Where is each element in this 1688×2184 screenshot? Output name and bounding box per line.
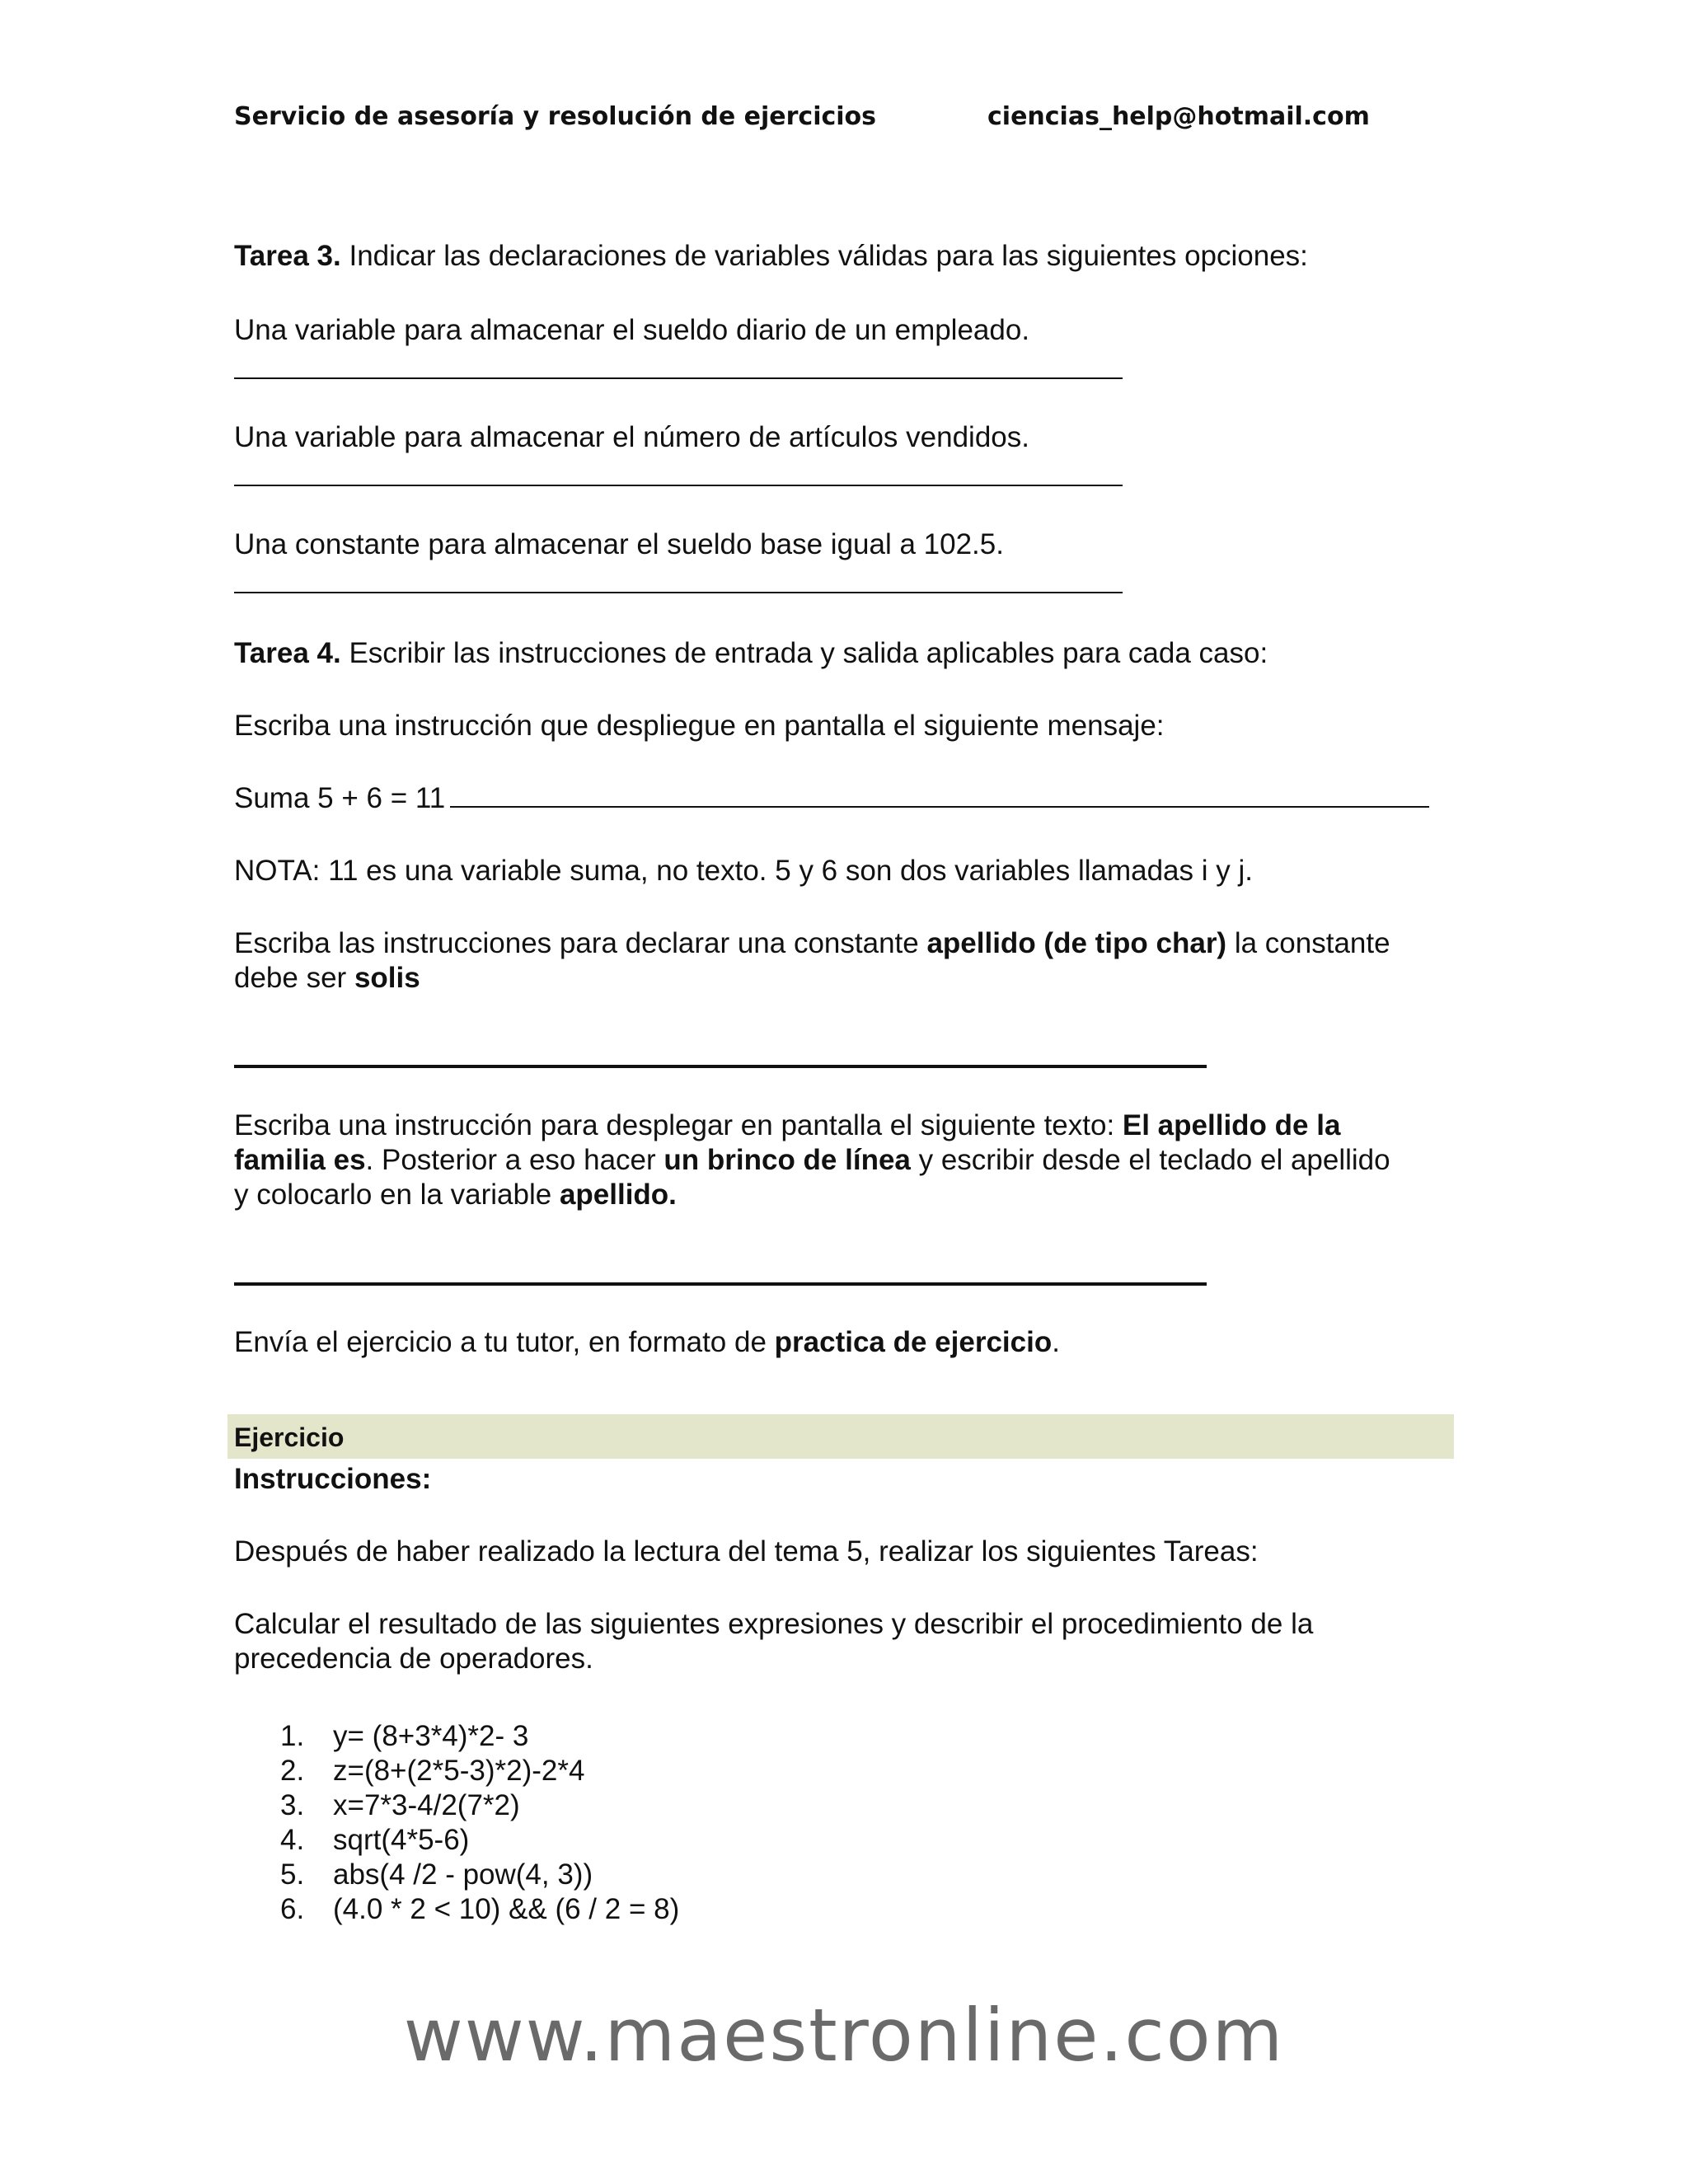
list-item xyxy=(280,1719,679,1754)
ejercicio-paragraph-2 xyxy=(234,1607,1454,1676)
tarea4-intro xyxy=(234,636,1454,671)
list-item-text: z=(8+(2*5-3)*2)-2*4 xyxy=(333,1755,585,1787)
q3-bold-c: familia es xyxy=(234,1144,366,1176)
suma-answer-line xyxy=(450,781,1429,808)
tarea4-question-1: Escriba una instrucción que despliegue en pantalla el siguiente mensaje: xyxy=(234,710,1165,742)
suma-text: Suma 5 + 6 = 11 xyxy=(234,782,446,814)
answer-line-1 xyxy=(234,377,1123,379)
list-item-number: 2. xyxy=(280,1755,305,1787)
expressions-list xyxy=(280,1719,679,1927)
list-item-text: (4.0 * 2 < 10) && (6 / 2 = 8) xyxy=(333,1893,680,1925)
tarea3-question-1: Una variable para almacenar el sueldo diario de un empleado. xyxy=(234,314,1030,346)
list-item-number: 1. xyxy=(280,1720,305,1752)
q3-bold-e: un brinco de línea xyxy=(663,1144,911,1176)
nota-text: NOTA: 11 es una variable suma, no texto. 5 y 6 son dos variables llamadas i y j. xyxy=(234,855,1253,887)
p2-line-2: precedencia de operadores. xyxy=(234,1643,593,1675)
list-item-text: x=7*3-4/2(7*2) xyxy=(333,1789,520,1821)
list-item xyxy=(280,1823,679,1858)
tarea4-label: Tarea 4. xyxy=(234,637,341,669)
answer-line-2 xyxy=(234,485,1123,486)
answer-line-3 xyxy=(234,592,1123,593)
tarea3-question-3: Una constante para almacenar el sueldo base igual a 102.5. xyxy=(234,528,1004,560)
envia-text xyxy=(234,1325,1454,1360)
header-email: ciencias_help@hotmail.com xyxy=(987,102,1370,131)
instrucciones-heading xyxy=(234,1462,1454,1497)
tarea3-label: Tarea 3. xyxy=(234,240,341,272)
q3-bold-h: apellido. xyxy=(559,1179,677,1211)
list-item-number: 5. xyxy=(280,1858,305,1891)
list-item xyxy=(280,1754,679,1788)
answer-line-5 xyxy=(234,1282,1207,1286)
page-header xyxy=(234,102,1454,135)
q3-text-a: Escriba una instrucción para desplegar en pantalla el siguiente texto: xyxy=(234,1109,1123,1141)
list-item xyxy=(280,1892,679,1927)
q3-text-d: . Posterior a eso hacer xyxy=(365,1144,664,1176)
list-item xyxy=(280,1788,679,1823)
list-item xyxy=(280,1858,679,1892)
q2-text-d: debe ser xyxy=(234,962,354,994)
instrucciones-label: Instrucciones: xyxy=(234,1463,432,1495)
tarea4-question-2 xyxy=(234,926,1454,996)
tarea4-question-3 xyxy=(234,1108,1454,1212)
ejercicio-paragraph-1: Después de haber realizado la lectura del tema 5, realizar los siguientes Tareas: xyxy=(234,1535,1259,1568)
header-service-title: Servicio de asesoría y resolución de ejercicios xyxy=(234,102,877,131)
tarea4-intro-text: Escribir las instrucciones de entrada y salida aplicables para cada caso: xyxy=(349,637,1268,669)
q3-bold-b: El apellido de la xyxy=(1122,1109,1341,1141)
q3-text-f: y escribir desde el teclado el apellido xyxy=(910,1144,1390,1176)
list-item-text: sqrt(4*5-6) xyxy=(333,1824,470,1856)
envia-bold: practica de ejercicio xyxy=(774,1326,1053,1358)
q2-text-c: la constante xyxy=(1226,927,1390,959)
q2-bold-apellido: apellido (de tipo char) xyxy=(926,927,1227,959)
envia-text-c: . xyxy=(1052,1326,1060,1358)
tarea3-intro xyxy=(234,239,1454,274)
answer-line-4 xyxy=(234,1065,1207,1068)
list-item-text: abs(4 /2 - pow(4, 3)) xyxy=(333,1858,593,1891)
ejercicio-section-bar xyxy=(227,1414,1454,1459)
q2-bold-solis: solis xyxy=(354,962,420,994)
ejercicio-label: Ejercicio xyxy=(234,1422,345,1452)
q3-text-g: y colocarlo en la variable xyxy=(234,1179,560,1211)
footer-website: www.maestronline.com xyxy=(403,1993,1285,2078)
tarea3-question-2: Una variable para almacenar el número de artículos vendidos. xyxy=(234,421,1029,453)
tarea3-intro-initial: I xyxy=(349,240,358,272)
tarea3-intro-text: ndicar las declaraciones de variables válidas para las siguientes opciones: xyxy=(357,240,1308,272)
q2-text-a: Escriba las instrucciones para declarar una constante xyxy=(234,927,927,959)
list-item-number: 6. xyxy=(280,1893,305,1925)
p2-line-1: Calcular el resultado de las siguientes expresiones y describir el procedimiento de la xyxy=(234,1608,1314,1640)
suma-line xyxy=(234,781,1454,816)
list-item-number: 4. xyxy=(280,1824,305,1856)
list-item-number: 3. xyxy=(280,1789,305,1821)
list-item-text: y= (8+3*4)*2- 3 xyxy=(333,1720,529,1752)
envia-text-a: Envía el ejercicio a tu tutor, en formato de xyxy=(234,1326,775,1358)
